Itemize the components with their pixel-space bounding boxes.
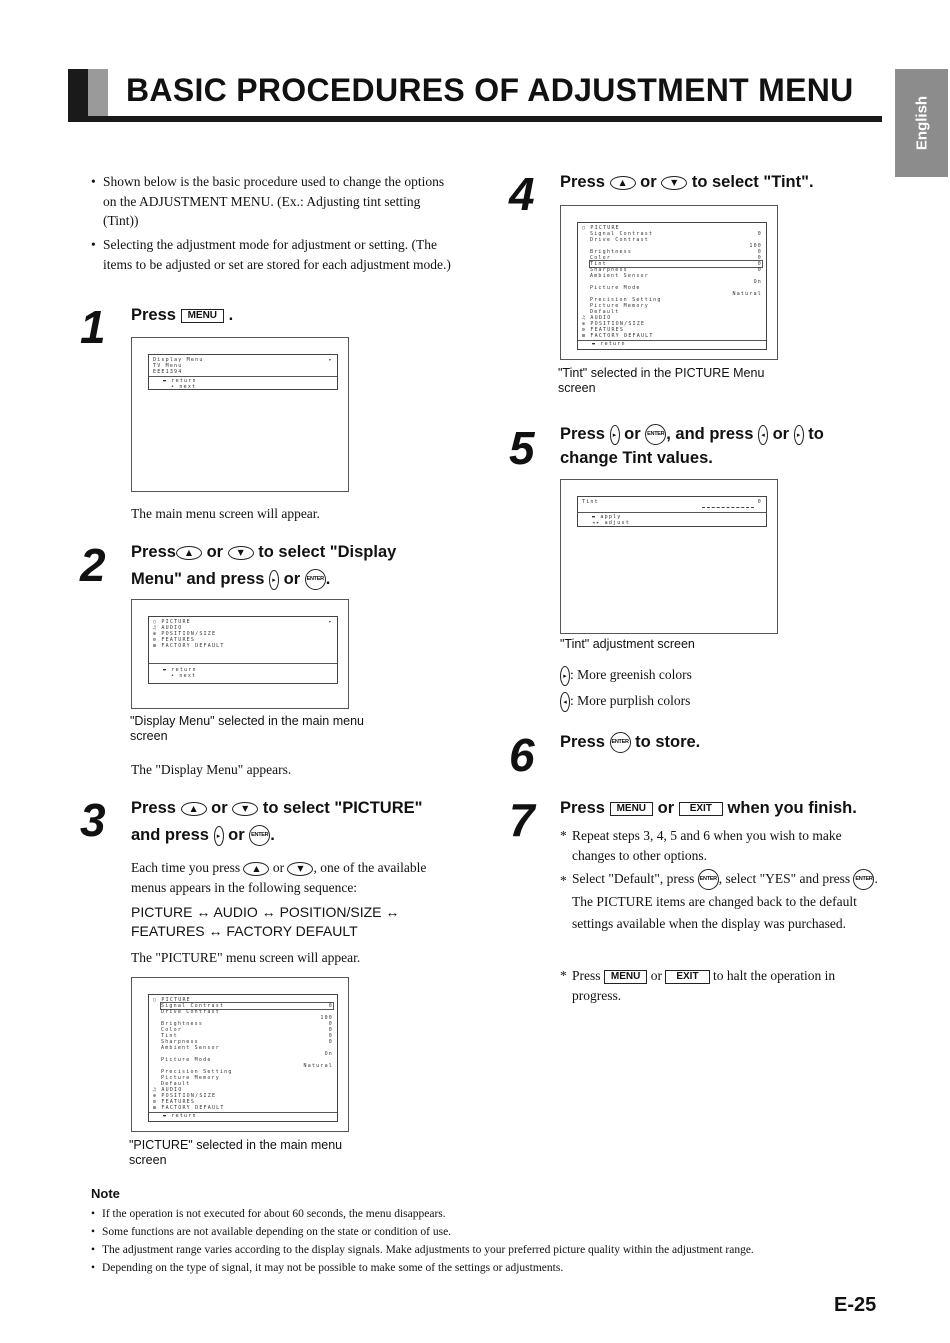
step-2-number: 2	[80, 539, 106, 591]
up-arrow-icon: ▲	[176, 546, 202, 560]
enter-icon: ENTER	[698, 869, 719, 890]
down-arrow-icon: ▼	[232, 802, 258, 816]
tint-adjust-box	[577, 496, 767, 527]
menu-key-icon: MENU	[181, 309, 224, 323]
menu-return: ▬ return	[163, 1113, 197, 1119]
step-2-caption: "Display Menu" selected in the main menu screen	[130, 714, 364, 743]
menu-item: ⚙ FEATURES	[153, 637, 196, 643]
menu-row: Default	[590, 309, 620, 315]
left-arrow-icon: ◂	[758, 425, 768, 445]
menu-return: ▬ return	[163, 378, 197, 384]
menu-item: ▢ PICTURE	[153, 997, 191, 1003]
menu-item: ⊞ FACTORY DEFAULT	[153, 1105, 225, 1111]
menu-item: ⚙ FEATURES	[153, 1099, 196, 1105]
menu-item: ⊞ FACTORY DEFAULT	[582, 333, 654, 339]
up-arrow-icon: ▲	[243, 862, 269, 876]
menu-row: 100	[749, 243, 762, 249]
menu-row: Ambient Sensor	[590, 273, 649, 279]
note-item: • Depending on the type of signal, it may not be possible to make some of the settings or adjustments.	[102, 1259, 563, 1277]
note-item: • Some functions are not available depending on the state or condition of use.	[102, 1223, 451, 1241]
step-1-result: The main menu screen will appear.	[131, 506, 320, 521]
step-6-instruction: Press ENTER to store.	[560, 729, 700, 756]
menu-row: Picture Mode	[161, 1057, 212, 1063]
menu-row: On	[753, 279, 762, 285]
step-7-number: 7	[509, 794, 535, 846]
menu-sequence-line-1: PICTURE ↔ AUDIO ↔ POSITION/SIZE ↔	[131, 904, 400, 920]
up-arrow-icon: ▲	[610, 176, 636, 190]
greenish-note: ▸ : More greenish colors	[560, 665, 692, 686]
menu-item: ♫ AUDIO	[153, 1087, 183, 1093]
step-2-instruction: Press ▲ or ▼ to select "Display Menu" and press ▸ or ENTER .	[131, 539, 461, 593]
step-3-caption: "PICTURE" selected in the main menu screen	[129, 1138, 343, 1167]
picture-menu-box	[577, 222, 767, 350]
page-number: E-25	[834, 1294, 877, 1316]
tint-slider	[702, 507, 754, 509]
menu-sequence-line-2: FEATURES ↔ FACTORY DEFAULT	[131, 923, 358, 939]
language-tab-label: English	[913, 95, 930, 151]
menu-row: Picture Memory	[161, 1075, 220, 1081]
menu-row: Drive Contrast	[590, 237, 649, 243]
enter-icon: ENTER	[249, 825, 270, 846]
display-menu-screen	[131, 599, 349, 709]
step-4-caption: "Tint" selected in the PICTURE Menu screen	[558, 366, 765, 395]
menu-row: Tint 0	[161, 1033, 333, 1039]
step-7-note-2: Select "Default", press ENTER , select "YES" and press ENTER . The PICTURE items are changed back to the default settings available when the display was purchased.	[572, 871, 878, 931]
exit-key-icon: EXIT	[665, 970, 709, 984]
menu-divider	[149, 376, 337, 377]
menu-row: Precision Setting	[161, 1069, 233, 1075]
menu-row: Natural	[303, 1063, 333, 1069]
step-5-number: 5	[509, 422, 535, 474]
menu-apply: ▬ apply	[592, 514, 622, 520]
main-menu-box	[148, 354, 338, 390]
step-1-number: 1	[80, 301, 106, 353]
menu-row: Natural	[732, 291, 762, 297]
menu-next: • next	[171, 673, 197, 679]
menu-return: ▬ return	[592, 341, 626, 347]
menu-row: Sharpness 0	[161, 1039, 333, 1045]
language-tab	[895, 69, 948, 177]
menu-row: Brightness 0	[161, 1021, 333, 1027]
display-menu-box	[148, 616, 338, 684]
picture-menu-box	[148, 994, 338, 1122]
up-arrow-icon: ▲	[181, 802, 207, 816]
down-arrow-icon: ▼	[287, 862, 313, 876]
menu-key-icon: MENU	[610, 802, 653, 816]
right-arrow-icon: ▸	[610, 425, 620, 445]
menu-item: ⚙ FEATURES	[582, 327, 625, 333]
right-arrow-icon: ▸	[269, 570, 279, 590]
menu-item: ⊞ FACTORY DEFAULT	[153, 643, 225, 649]
step-7-instruction: Press MENU or EXIT when you finish.	[560, 799, 857, 817]
main-menu-screen	[131, 337, 349, 492]
menu-row: Signal Contrast 0	[161, 1003, 333, 1009]
intro-bullet-2: • Selecting the adjustment mode for adjustment or setting. (The items to be adjusted or set are stored for each adjustment mode.)	[103, 235, 453, 274]
header-rule	[68, 116, 882, 122]
step-5-caption: "Tint" adjustment screen	[560, 637, 695, 651]
step-3-result: The "PICTURE" menu screen will appear.	[131, 950, 361, 965]
menu-row: Signal Contrast 0	[590, 231, 762, 237]
left-arrow-icon: ◂	[560, 692, 570, 712]
right-arrow-icon: ▸	[214, 826, 224, 846]
menu-item: ⊕ POSITION/SIZE	[153, 1093, 217, 1099]
header-bar-gray	[88, 69, 108, 119]
step-6-number: 6	[509, 729, 535, 781]
tint-row: Tint 0	[582, 499, 762, 505]
step-5-instruction: Press ▸ or ENTER , and press ◂ or ▸ to change Tint values.	[560, 425, 824, 467]
menu-row: Default	[161, 1081, 191, 1087]
step-7-star: *	[560, 968, 567, 983]
step-7-star: *	[560, 873, 567, 888]
menu-item: EEE1394	[153, 369, 183, 375]
step-1-instruction	[131, 302, 233, 329]
step-3-number: 3	[80, 794, 106, 846]
menu-row: Color 0	[161, 1027, 333, 1033]
step-1-press: Press	[131, 306, 176, 324]
right-arrow-icon: ▸	[560, 666, 570, 686]
enter-icon: ENTER	[645, 424, 666, 445]
menu-return: ▬ return	[163, 667, 197, 673]
intro-bullet-1: • Shown below is the basic procedure used to change the options on the ADJUSTMENT MENU. (Ex.: Adjusting tint setting (Tint))	[103, 172, 453, 231]
note-item: • If the operation is not executed for about 60 seconds, the menu disappears.	[102, 1205, 446, 1223]
menu-item: ♫ AUDIO	[153, 625, 183, 631]
step-4-instruction: Press ▲ or ▼ to select "Tint".	[560, 173, 814, 191]
enter-icon: ENTER	[305, 569, 326, 590]
menu-row: Picture Mode	[590, 285, 641, 291]
picture-menu-screen-right	[560, 205, 778, 360]
menu-row: Ambient Sensor	[161, 1045, 220, 1051]
page-title: BASIC PROCEDURES OF ADJUSTMENT MENU	[126, 72, 854, 108]
menu-divider	[578, 512, 766, 513]
purplish-note: ◂ : More purplish colors	[560, 691, 690, 712]
step-2-result: The "Display Menu" appears.	[131, 762, 292, 777]
menu-row: Picture Memory	[590, 303, 649, 309]
menu-item: ▢ PICTURE ▸	[153, 619, 333, 625]
step-7-note-1: Repeat steps 3, 4, 5 and 6 when you wish to make changes to other options.	[572, 828, 842, 863]
menu-item: ▢ PICTURE	[582, 225, 620, 231]
menu-row: Drive Contrast	[161, 1009, 220, 1015]
down-arrow-icon: ▼	[228, 546, 254, 560]
menu-item: ⊕ POSITION/SIZE	[153, 631, 217, 637]
step-3-sequence-intro: Each time you press ▲ or ▼ , one of the available menus appears in the following sequence:	[131, 860, 427, 895]
menu-row-tint-selected: Tint 0	[590, 261, 762, 267]
step-7-note-3: Press MENU or EXIT to halt the operation in progress.	[572, 968, 836, 1003]
menu-item: ⊕ POSITION/SIZE	[582, 321, 646, 327]
step-4-number: 4	[509, 168, 535, 220]
menu-divider	[149, 663, 337, 664]
step-3-instruction: Press ▲ or ▼ to select "PICTURE" and press ▸ or ENTER .	[131, 795, 471, 849]
picture-menu-screen-left	[131, 977, 349, 1132]
note-item: • The adjustment range varies according to the display signals. Make adjustments to your preferred picture quality within the adjustment range.	[102, 1241, 754, 1259]
menu-item: ♫ AUDIO	[582, 315, 612, 321]
exit-key-icon: EXIT	[679, 802, 723, 816]
note-heading: Note	[91, 1186, 120, 1201]
menu-row: Precision Setting	[590, 297, 662, 303]
step-7-star: *	[560, 828, 567, 843]
menu-next: • next	[171, 384, 197, 390]
menu-row: Color 0	[590, 255, 762, 261]
right-arrow-icon: ▸	[794, 425, 804, 445]
down-arrow-icon: ▼	[661, 176, 687, 190]
enter-icon: ENTER	[853, 869, 874, 890]
menu-row: On	[324, 1051, 333, 1057]
menu-row: Sharpness 0	[590, 267, 762, 273]
step-1-dot: .	[228, 306, 234, 324]
menu-row: 100	[320, 1015, 333, 1021]
header-bar-black	[68, 69, 88, 119]
menu-item: TV Menu	[153, 363, 183, 369]
menu-adjust: ◂▸ adjust	[592, 520, 630, 526]
enter-icon: ENTER	[610, 732, 631, 753]
menu-item: Display Menu ▸	[153, 357, 333, 363]
menu-row: Brightness 0	[590, 249, 762, 255]
tint-adjust-screen	[560, 479, 778, 634]
menu-key-icon: MENU	[604, 970, 647, 984]
